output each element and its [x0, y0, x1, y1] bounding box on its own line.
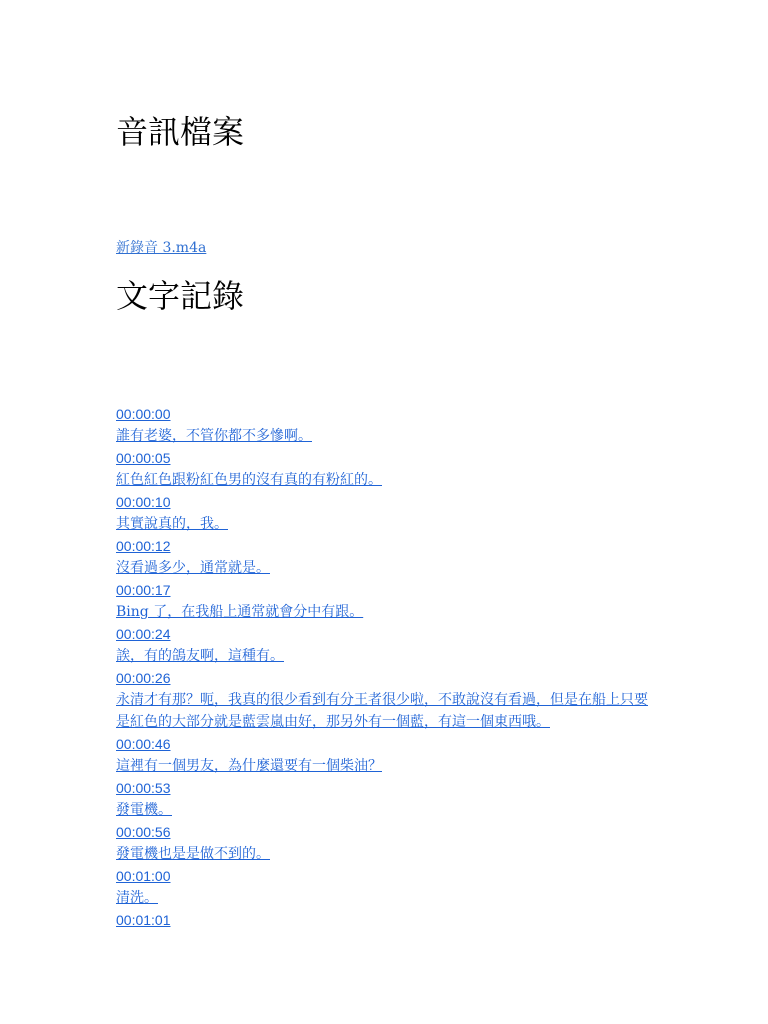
transcript-text-link[interactable]: 發電機。 [116, 802, 172, 818]
transcript-heading: 文字記錄 [116, 277, 245, 315]
timestamp-link[interactable]: 00:00:24 [116, 626, 171, 642]
transcript-entry [116, 821, 676, 865]
transcript-text-link[interactable]: 清洗。 [116, 890, 158, 906]
transcript-list [116, 403, 676, 931]
transcript-entry [116, 733, 676, 777]
transcript-entry [116, 579, 676, 623]
transcript-entry [116, 623, 676, 667]
timestamp-link[interactable]: 00:00:53 [116, 780, 171, 796]
timestamp-link[interactable]: 00:00:12 [116, 538, 171, 554]
audio-file-heading: 音訊檔案 [116, 113, 245, 151]
timestamp-link[interactable]: 00:00:00 [116, 406, 171, 422]
timestamp-link[interactable]: 00:00:05 [116, 450, 171, 466]
transcript-text-link[interactable]: 紅色紅色跟粉紅色男的沒有真的有粉紅的。 [116, 472, 382, 488]
transcript-text-link[interactable]: 沒看過多少，通常就是。 [116, 560, 270, 576]
transcript-text-link[interactable]: 誰有老婆，不管你都不多慘啊。 [116, 428, 312, 444]
transcript-entry [116, 865, 676, 909]
timestamp-link[interactable]: 00:00:56 [116, 824, 171, 840]
transcript-entry [116, 909, 676, 931]
transcript-text-link[interactable]: 發電機也是是做不到的。 [116, 846, 270, 862]
timestamp-link[interactable]: 00:01:00 [116, 868, 171, 884]
timestamp-link[interactable]: 00:01:01 [116, 912, 171, 928]
timestamp-link[interactable]: 00:00:10 [116, 494, 171, 510]
transcript-entry [116, 667, 676, 733]
transcript-entry [116, 535, 676, 579]
transcript-text-link[interactable]: 永清才有那？呃，我真的很少看到有分王者很少啦，不敢說沒有看過，但是在船上只要是紅色的大部分就是藍雲嵐由好，那另外有一個藍，有這一個東西哦。 [116, 692, 648, 730]
timestamp-link[interactable]: 00:00:26 [116, 670, 171, 686]
transcript-text-link[interactable]: Bing 了，在我船上通常就會分中有跟。 [116, 604, 364, 620]
transcript-entry [116, 403, 676, 447]
audio-file-link[interactable]: 新錄音 3.m4a [116, 240, 207, 256]
transcript-text-link[interactable]: 其實說真的，我。 [116, 516, 228, 532]
transcript-entry [116, 777, 676, 821]
timestamp-link[interactable]: 00:00:46 [116, 736, 171, 752]
transcript-text-link[interactable]: 這裡有一個男友，為什麼還要有一個柴油？ [116, 758, 382, 774]
transcript-entry [116, 447, 676, 491]
timestamp-link[interactable]: 00:00:17 [116, 582, 171, 598]
transcript-text-link[interactable]: 誒，有的鴿友啊，這種有。 [116, 648, 284, 664]
transcript-entry [116, 491, 676, 535]
